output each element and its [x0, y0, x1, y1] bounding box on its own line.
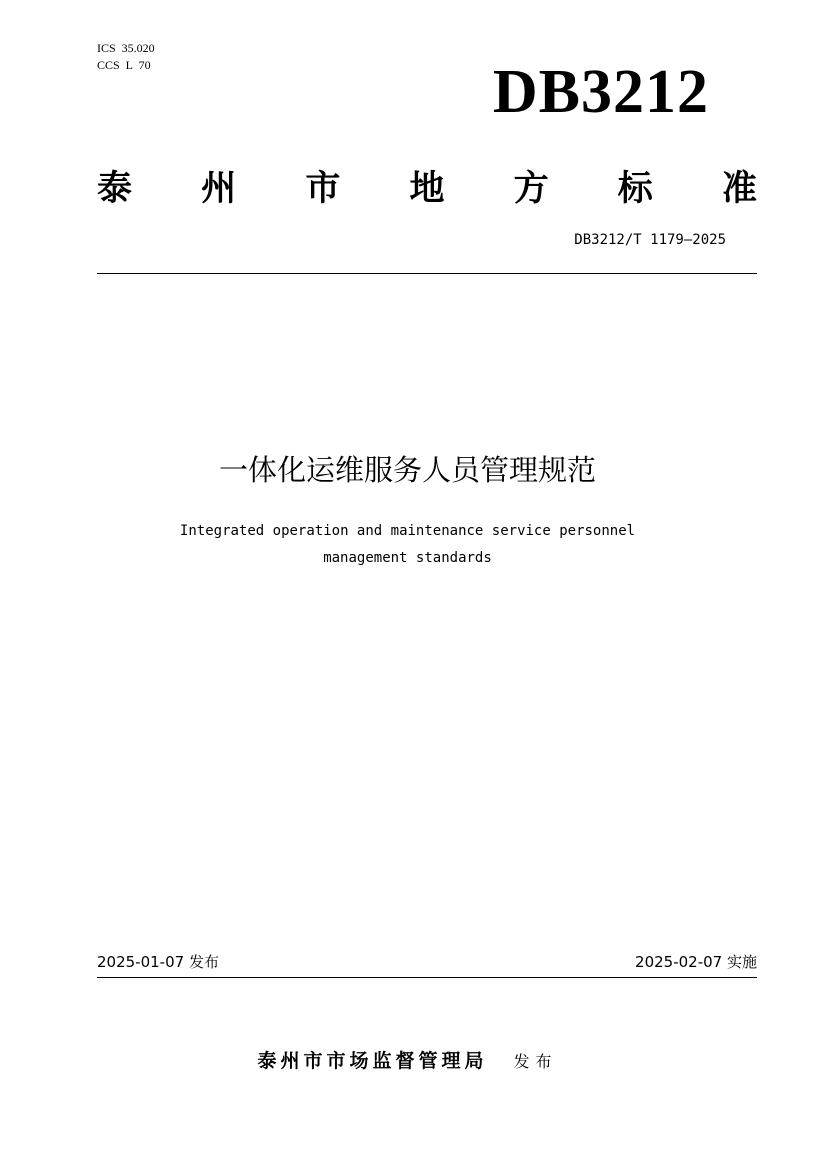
standard-code: DB3212 [492, 58, 709, 126]
standard-type-heading [97, 164, 757, 214]
standard-type-char: 州 [201, 168, 237, 209]
ccs-code: CCS L 70 [97, 58, 151, 72]
standard-type-char: 准 [721, 168, 757, 209]
publisher-line [0, 1046, 815, 1077]
standard-type-char: 泰 [97, 168, 133, 209]
title-en-line: Integrated operation and maintenance service personnel [179, 523, 636, 539]
classification-codes [97, 40, 155, 74]
standard-type-char: 市 [305, 168, 341, 209]
standard-type-char: 标 [617, 168, 653, 209]
implementation-date: 2025-02-07 实施 [635, 953, 757, 971]
standard-type-char: 地 [409, 168, 445, 209]
ics-code: ICS 35.020 [97, 41, 155, 55]
title-en-line: management standards [323, 550, 492, 566]
bottom-divider [97, 977, 757, 978]
document-title-cn: 一体化运维服务人员管理规范 [218, 453, 596, 487]
top-divider [97, 273, 757, 274]
standard-type-char: 方 [513, 168, 549, 209]
document-title-en [0, 518, 815, 572]
publisher-release: 发布 [513, 1052, 558, 1071]
publisher-org: 泰州市市场监督管理局 [257, 1050, 488, 1072]
standard-number: DB3212/T 1179—2025 [574, 232, 726, 248]
issue-date: 2025-01-07 发布 [97, 953, 219, 971]
